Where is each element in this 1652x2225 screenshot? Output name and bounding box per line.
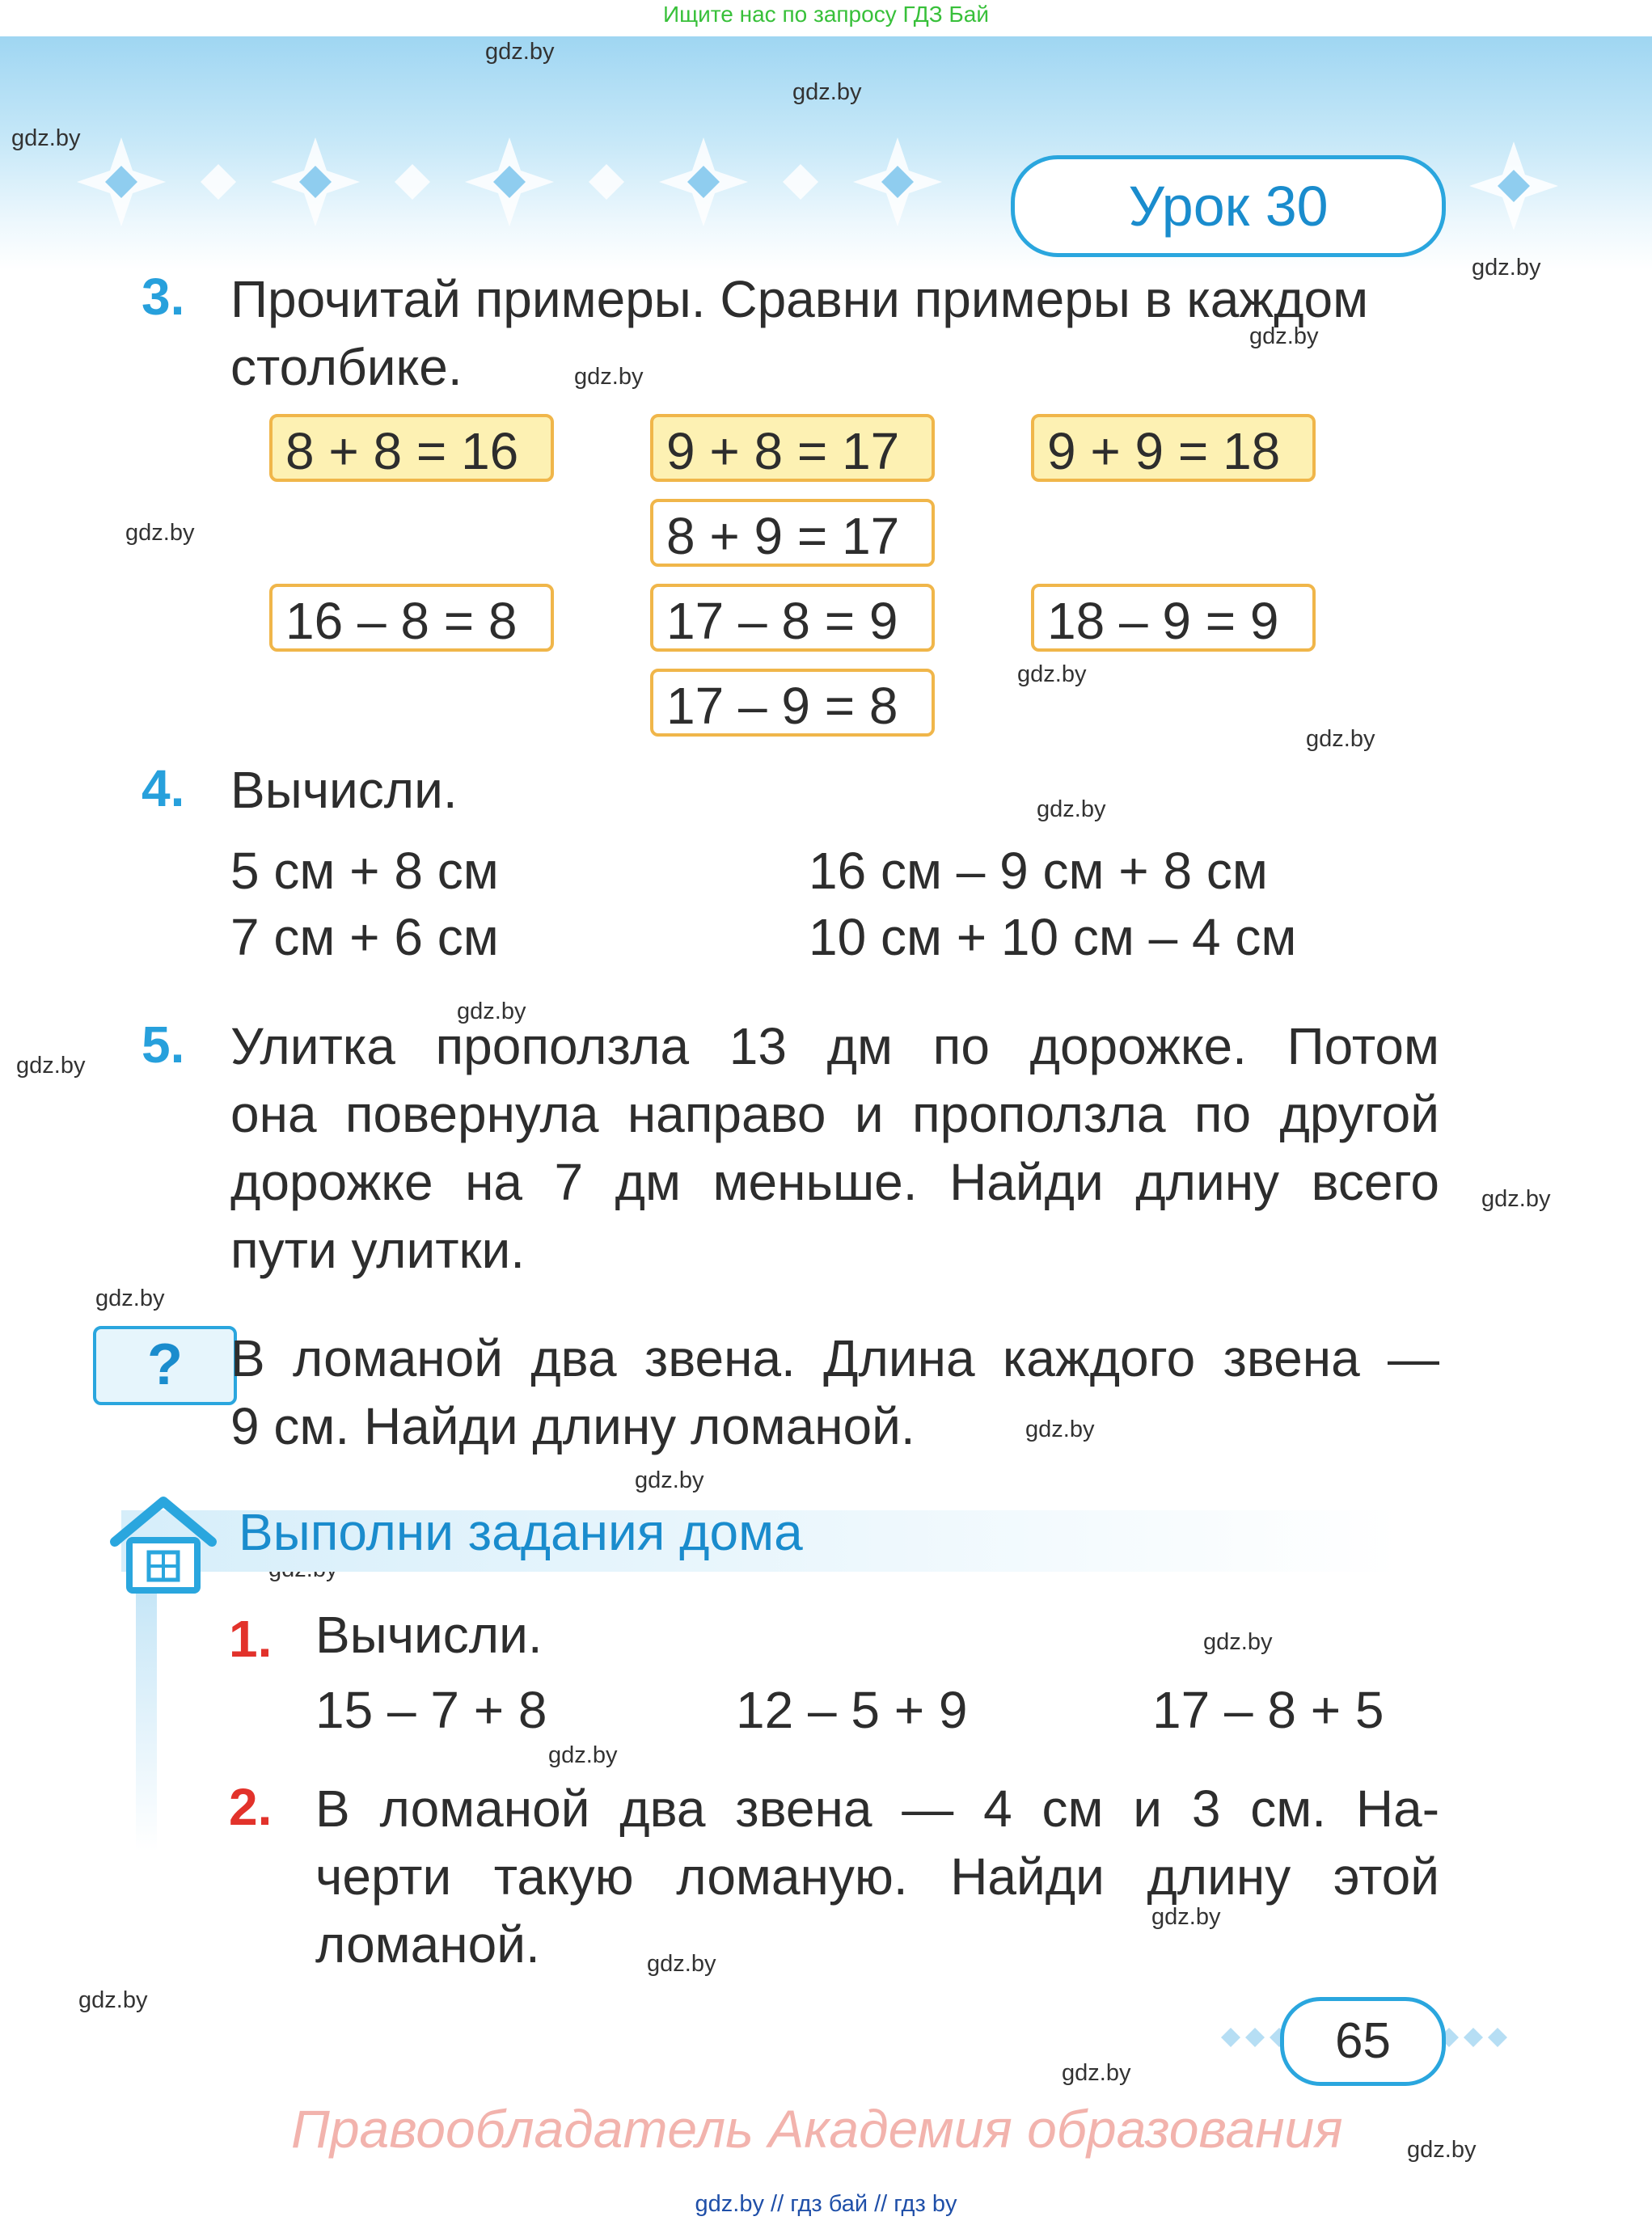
task-5-line: дорожке на 7 дм меньше. Найди длину всего: [230, 1153, 1439, 1211]
home-task-2-line: ломаной.: [315, 1915, 540, 1974]
watermark: gdz.by: [11, 125, 81, 151]
watermark: gdz.by: [548, 1742, 618, 1768]
example-box: 17 – 8 = 9: [650, 584, 935, 652]
watermark: gdz.by: [1025, 1416, 1095, 1442]
task-3-number: 3.: [142, 268, 185, 326]
watermark: gdz.by: [1472, 255, 1541, 281]
task-4-number: 4.: [142, 759, 185, 817]
home-task-1-number: 1.: [229, 1610, 273, 1668]
example-box: 18 – 9 = 9: [1031, 584, 1316, 652]
watermark: gdz.by: [1203, 1629, 1273, 1655]
task-5-line: пути улитки.: [230, 1221, 526, 1279]
watermark: gdz.by: [1306, 726, 1375, 752]
task-4-expr: 5 см + 8 см: [230, 842, 499, 900]
watermark: gdz.by: [574, 364, 644, 390]
watermark: gdz.by: [95, 1286, 165, 1311]
watermark: gdz.by: [1151, 1904, 1221, 1930]
task-3-line-1: Прочитай примеры. Сравни примеры в каждом: [230, 270, 1369, 328]
page-number: 65: [1280, 1997, 1446, 2086]
bottom-links[interactable]: gdz.by // гдз бай // гдз by: [695, 2191, 957, 2217]
watermark: gdz.by: [125, 520, 195, 546]
home-task-1-expr: 15 – 7 + 8: [315, 1681, 547, 1739]
task-3-line-2: столбике.: [230, 338, 463, 396]
folk-ornament-star: [1465, 137, 1562, 234]
home-task-1-title: Вычисли.: [315, 1606, 543, 1664]
task-5-line: она повернула направо и проползла по другой: [230, 1085, 1439, 1143]
task-5-number: 5.: [142, 1015, 185, 1074]
example-box: 9 + 9 = 18: [1031, 414, 1316, 482]
task-4-expr: 10 см + 10 см – 4 см: [809, 908, 1297, 966]
home-task-1-expr: 12 – 5 + 9: [736, 1681, 968, 1739]
example-box: 16 – 8 = 8: [269, 584, 554, 652]
watermark: gdz.by: [1017, 661, 1087, 687]
watermark: gdz.by: [457, 999, 526, 1024]
copyright-notice: Правообладатель Академия образования: [291, 2099, 1343, 2159]
home-task-2-number: 2.: [229, 1778, 273, 1836]
home-task-1-expr: 17 – 8 + 5: [1152, 1681, 1384, 1739]
watermark: gdz.by: [1481, 1186, 1551, 1212]
folk-ornament-border: [73, 133, 1003, 230]
watermark: gdz.by: [16, 1053, 86, 1079]
watermark: gdz.by: [1407, 2137, 1477, 2163]
watermark: gdz.by: [1249, 323, 1319, 349]
example-box: 8 + 8 = 16: [269, 414, 554, 482]
lesson-title-badge: Урок 30: [1011, 155, 1446, 257]
home-section-stripe: [136, 1560, 157, 1851]
task-4-title: Вычисли.: [230, 761, 458, 819]
house-icon: [107, 1492, 220, 1597]
task-4-expr: 16 см – 9 см + 8 см: [809, 842, 1268, 900]
watermark: gdz.by: [1037, 796, 1106, 822]
example-box: 8 + 9 = 17: [650, 499, 935, 567]
example-box: 9 + 8 = 17: [650, 414, 935, 482]
home-task-2-line: В ломаной два звена — 4 см и 3 см. На-: [315, 1780, 1439, 1838]
watermark: gdz.by: [792, 79, 862, 105]
question-line: 9 см. Найди длину ломаной.: [230, 1397, 915, 1455]
home-task-2-line: черти такую ломаную. Найди длину этой: [315, 1847, 1439, 1906]
task-5-line: Улитка проползла 13 дм по дорожке. Потом: [230, 1017, 1439, 1075]
watermark: gdz.by: [485, 39, 555, 65]
watermark: gdz.by: [635, 1467, 704, 1493]
question-line: В ломаной два звена. Длина каждого звена —: [230, 1329, 1439, 1387]
question-icon: ?: [93, 1326, 237, 1405]
top-search-hint: Ищите нас по запросу ГДЗ Бай: [662, 2, 990, 27]
task-4-expr: 7 см + 6 см: [230, 908, 499, 966]
watermark: gdz.by: [1062, 2060, 1131, 2086]
home-section-title: Выполни задания дома: [239, 1503, 803, 1561]
watermark: gdz.by: [647, 1951, 716, 1977]
example-box: 17 – 9 = 8: [650, 669, 935, 737]
watermark: gdz.by: [78, 1987, 148, 2013]
